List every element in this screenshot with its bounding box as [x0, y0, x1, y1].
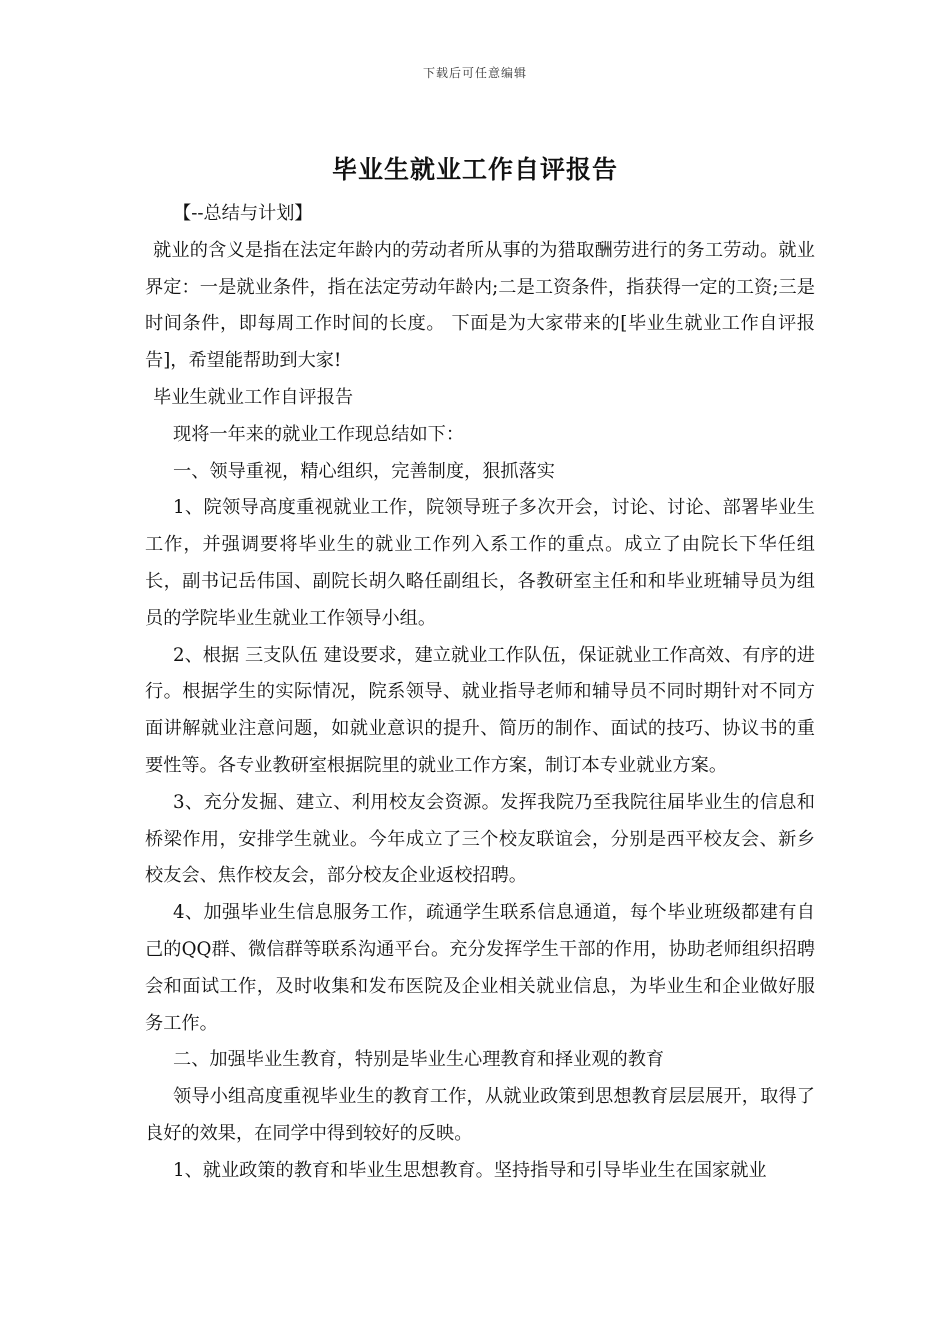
section-heading-2: 二、加强毕业生教育，特别是毕业生心理教育和择业观的教育	[173, 1049, 665, 1071]
subtitle-paragraph: 毕业生就业工作自评报告	[153, 386, 354, 408]
header-note: 下载后可任意编辑	[422, 66, 527, 80]
document-title: 毕业生就业工作自评报告	[331, 155, 618, 184]
paragraph-item-4: 4、加强毕业生信息服务工作，疏通学生联系信息通道，每个毕业班级都建有自己的QQ群、微信群等联系沟通平台。充分发挥学生干部的作用，协助老师组织招聘会和面试工作，及时收集和发布医院及企业相关就业信息，为毕业生和企业做好服务工作。	[145, 902, 815, 1034]
paragraph-item-1: 1、院领导高度重视就业工作，院领导班子多次开会，讨论、讨论、部署毕业生工作，并强调要将毕业生的就业工作列入系工作的重点。成立了由院长下华任组长，副书记岳伟国、副院长胡久略任副组长，各教研室主任和和毕业班辅导员为组员的学院毕业生就业工作领导小组。	[145, 497, 815, 629]
paragraph-item-2: 2、根据 三支队伍 建设要求，建立就业工作队伍，保证就业工作高效、有序的进行。根据学生的实际情况，院系领导、就业指导老师和辅导员不同时期针对不同方面讲解就业注意问题，如就业意识的提升、简历的制作、面试的技巧、协议书的重要性等。各专业教研室根据院里的就业工作方案，制订本专业就业方案。	[145, 644, 815, 776]
summary-intro: 现将一年来的就业工作现总结如下：	[173, 423, 465, 445]
paragraph-item-3: 3、充分发掘、建立、利用校友会资源。发挥我院乃至我院往届毕业生的信息和桥梁作用，安排学生就业。今年成立了三个校友联谊会，分别是西平校友会、新乡校友会、焦作校友会，部分校友企业返校招聘。	[145, 791, 815, 887]
category-tag: 【--总结与计划】	[173, 203, 313, 224]
section-2-item-1: 1、就业政策的教育和毕业生思想教育。坚持指导和引导毕业生在国家就业	[173, 1159, 767, 1181]
section-2-intro: 领导小组高度重视毕业生的教育工作，从就业政策到思想教育层层展开，取得了良好的效果，在同学中得到较好的反映。	[145, 1086, 815, 1144]
intro-paragraph: 就业的含义是指在法定年龄内的劳动者所从事的为猎取酬劳进行的务工劳动。就业界定：一是就业条件，指在法定劳动年龄内;二是工资条件，指获得一定的工资;三是时间条件，即每周工作时间的长度。 下面是为大家带来的[毕业生就业工作自评报告]，希望能帮助到大家!	[145, 239, 815, 372]
document-body	[145, 196, 815, 1190]
section-heading-1: 一、领导重视，精心组织，完善制度，狠抓落实	[173, 460, 555, 482]
